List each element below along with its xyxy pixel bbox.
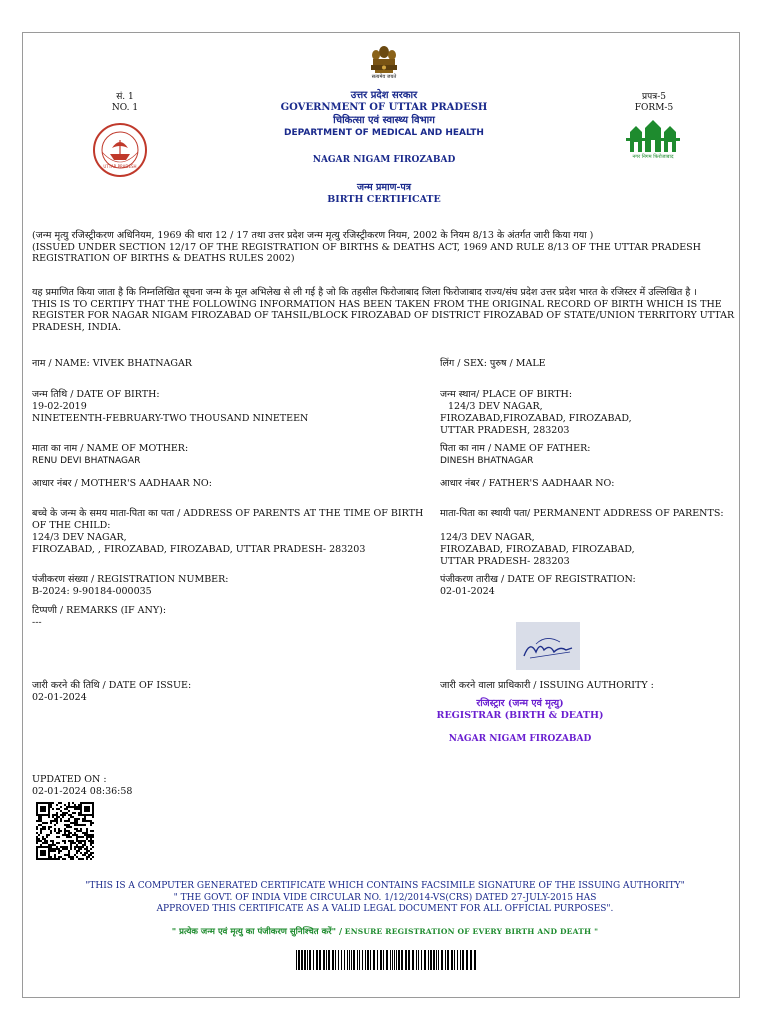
name-field [32,358,412,370]
seal-icon [92,122,148,178]
addr-birth-label: बच्चे के जन्म के समय माता-पिता का पता / ADDRESS OF PARENTS AT THE TIME OF BIRTH OF THE CHILD: [32,508,424,531]
footer-line-2: " THE GOVT. OF INDIA VIDE CIRCULAR NO. 1/12/2014-VS(CRS) DATED 27-JULY-2015 HAS [173,892,597,903]
mother-value: RENU DEVI BHATNAGAR [32,456,141,466]
name-value: VIVEK BHATNAGAR [92,358,192,369]
registrar-en: REGISTRAR (BIRTH & DEATH) [436,710,604,721]
dept-title-hindi: चिकित्सा एवं स्वास्थ्य विभाग [333,115,435,126]
dob-words: NINETEENTH-FEBRUARY-TWO THOUSAND NINETEEN [32,413,309,424]
dept-title-en: DEPARTMENT OF MEDICAL AND HEALTH [284,128,484,138]
registrar-block [420,698,620,722]
certification-statement [32,287,738,333]
issue-label: जारी करने की तिथि / DATE OF ISSUE: [32,680,192,691]
registration-slogan [40,926,730,938]
logo-caption: नगर निगम फिरोजाबाद [632,154,674,160]
nagar-nigam-logo [624,118,682,164]
issue-value: 02-01-2024 [32,692,87,703]
remarks-field [32,605,422,629]
cert-title-hindi: जन्म प्रमाण-पत्र [356,182,412,193]
father-aadhaar-field: आधार नंबर / FATHER'S AADHAAR NO: [440,478,615,489]
gov-title-en: GOVERNMENT OF UTTAR PRADESH [280,102,488,113]
updated-value: 02-01-2024 08:36:58 [32,786,133,797]
registration-date-field [440,574,730,598]
father-label: पिता का नाम / NAME OF FATHER: [440,443,591,454]
pob-line-2: FIROZABAD,FIROZABAD, FIROZABAD, [440,413,632,424]
regno-label: पंजीकरण संख्या / REGISTRATION NUMBER: [32,574,229,585]
form-hindi: प्रपत्र-5 [642,92,666,102]
remarks-value: --- [32,617,42,628]
updated-on-field [32,774,232,798]
addr-perm-line-3: UTTAR PRADESH- 283203 [440,556,570,567]
mother-label: माता का नाम / NAME OF MOTHER: [32,443,189,454]
up-government-seal [92,122,148,178]
signature-icon [516,622,580,670]
updated-label: UPDATED ON : [32,774,107,785]
addr-perm-line-1: 124/3 DEV NAGAR, [440,532,535,543]
municipal-logo-icon [624,118,682,154]
form-en: FORM-5 [634,103,674,113]
registration-number-field [32,574,422,598]
header-titles [234,90,534,139]
signature-image [516,622,580,670]
seal-text: UTTAR PRADESH [103,164,137,169]
regdate-value: 02-01-2024 [440,586,495,597]
remarks-label: टिप्पणी / REMARKS (IF ANY): [32,605,167,616]
qr-code[interactable] [36,802,94,860]
barcode [296,950,478,970]
issuing-authority-label: जारी करने वाला प्राधिकारी / ISSUING AUTHORITY : [440,680,654,691]
slogan-en: ENSURE REGISTRATION OF EVERY BIRTH AND DEATH " [344,927,599,936]
cert-title-en: BIRTH CERTIFICATE [327,194,441,205]
mother-aadhaar-field: आधार नंबर / MOTHER'S AADHAAR NO: [32,478,212,489]
barcode-icon [296,950,478,970]
footer-line-3: APPROVED THIS CERTIFICATE AS A VALID LEGAL DOCUMENT FOR ALL OFFICIAL PURPOSES". [156,904,614,914]
certificate-title [234,182,534,206]
registrar-hindi: रजिस्ट्रार (जन्म एवं मृत्यु) [476,698,564,709]
regno-value: B-2024: 9-90184-000035 [32,586,152,597]
addr-perm-line-2: FIROZABAD, FIROZABAD, FIROZABAD, [440,544,635,555]
father-value: DINESH BHATNAGAR [440,456,534,466]
pob-line-1: 124/3 DEV NAGAR, [448,401,543,412]
nagar-nigam-title: NAGAR NIGAM FIROZABAD [312,155,456,165]
sex-label: लिंग / SEX: [440,358,490,369]
date-of-issue-field [32,680,422,704]
national-emblem [366,44,402,84]
form-number [626,92,682,114]
slogan-hindi: " प्रत्येक जन्म एवं मृत्यु का पंजीकरण सुनिश्चित करें" / [171,927,343,937]
date-of-birth-field [32,389,422,425]
registrar-organisation: NAGAR NIGAM FIROZABAD [448,734,592,744]
pob-label: जन्म स्थान/ PLACE OF BIRTH: [440,389,573,400]
certify-text-en: THIS IS TO CERTIFY THAT THE FOLLOWING INFORMATION HAS BEEN TAKEN FROM THE ORIGINAL RECORD OF BIRTH WHICH IS THE REGISTER FOR NAGAR NIGAM FIROZABAD OF TAHSIL/BLOCK FIROZABAD OF DISTRICT FIROZABAD OF STATE/UNION TERRITORY UTTAR PRADESH, INDIA. [32,298,735,333]
gov-title-hindi: उत्तर प्रदेश सरकार [350,90,418,101]
father-name-field [440,443,730,467]
act-text-hindi: (जन्म मृत्यु रजिस्ट्रीकरण अधिनियम, 1969 की धारा 12 / 17 तथा उत्तर प्रदेश जन्म मृत्यु रजिस्ट्रीकरण नियम, 2002 के नियम 8/13 के अंतर्गत जारी किया गया ) [32,230,594,241]
qr-code-icon [36,802,94,860]
addr-birth-line-2: FIROZABAD, , FIROZABAD, FIROZABAD, UTTAR PRADESH- 283203 [32,544,366,555]
footer-line-1: "THIS IS A COMPUTER GENERATED CERTIFICATE WHICH CONTAINS FACSIMILE SIGNATURE OF THE ISSUING AUTHORITY" [85,881,685,891]
footer-notice [40,881,730,916]
regdate-label: पंजीकरण तारीख / DATE OF REGISTRATION: [440,574,636,585]
addr-perm-label: माता-पिता का स्थायी पता/ PERMANENT ADDRESS OF PARENTS: [440,508,724,519]
sex-field [440,358,730,370]
mother-name-field [32,443,422,467]
number-en: NO. 1 [111,103,139,113]
number-hindi: सं. 1 [116,92,134,102]
sex-value: पुरुष / MALE [489,358,546,369]
place-of-birth-field [440,389,730,437]
dob-label: जन्म तिथि / DATE OF BIRTH: [32,389,160,400]
name-label: नाम / NAME: [32,358,93,369]
emblem-motto: सत्यमेव जयते [371,74,397,80]
pob-line-3: UTTAR PRADESH, 283203 [440,425,570,436]
ashoka-emblem-icon [366,44,402,76]
certify-text-hindi: यह प्रमाणित किया जाता है कि निम्नलिखित सूचना जन्म के मूल अभिलेख से ली गई है जो कि तहसील फिरोजाबाद जिला फिरोजाबाद राज्य/संघ प्रदेश उत्तर प्रदेश भारत के रजिस्टर में उल्लिखित है । [32,287,697,298]
certificate-number [100,92,150,114]
act-reference [32,230,738,265]
dob-value: 19-02-2019 [32,401,87,412]
act-text-en: (ISSUED UNDER SECTION 12/17 OF THE REGISTRATION OF BIRTHS & DEATHS ACT, 1969 AND RULE 8/13 OF THE UTTAR PRADESH REGISTRATION OF BIRTHS & DEATHS RULES 2002) [32,241,701,264]
addr-birth-line-1: 124/3 DEV NAGAR, [32,532,127,543]
permanent-address-field [440,508,738,568]
address-at-birth-field [32,508,430,556]
